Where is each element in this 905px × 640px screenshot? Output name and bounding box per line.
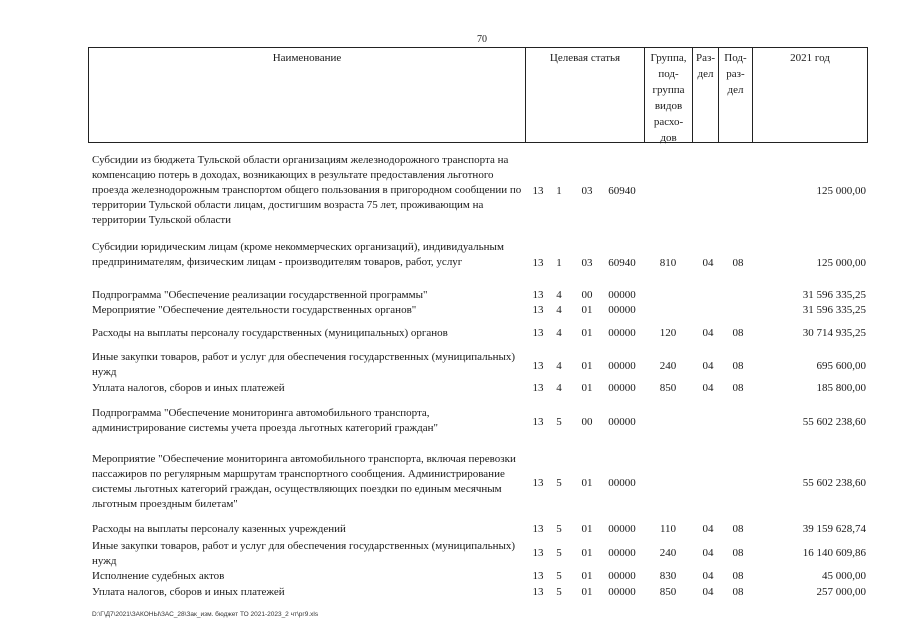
row-section: 04: [702, 382, 714, 394]
row-section: 04: [702, 327, 714, 339]
row-code-c: 01: [581, 570, 593, 582]
row-code-c: 01: [581, 477, 593, 489]
row-subsection: 08: [732, 523, 744, 535]
row-group: 120: [659, 327, 677, 339]
row-code-b: 5: [556, 570, 562, 582]
row-amount: 55 602 238,60: [802, 477, 866, 489]
row-name: Исполнение судебных актов: [92, 570, 225, 582]
row-amount: 257 000,00: [816, 586, 866, 598]
row-amount: 39 159 628,74: [802, 523, 866, 535]
row-code-b: 1: [556, 257, 562, 269]
row-code-d: 00000: [608, 289, 636, 301]
row-section: 04: [702, 586, 714, 598]
row-group: 830: [659, 570, 677, 582]
row-section: 04: [702, 360, 714, 372]
row-amount: 16 140 609,86: [802, 547, 866, 559]
header-target-article: Целевая статья: [526, 48, 645, 142]
row-code-a: 13: [532, 570, 544, 582]
row-amount: 125 000,00: [816, 185, 866, 197]
row-code-d: 60940: [608, 185, 636, 197]
row-code-a: 13: [532, 327, 544, 339]
row-code-b: 4: [556, 304, 562, 316]
row-code-a: 13: [532, 304, 544, 316]
row-code-b: 5: [556, 586, 562, 598]
row-amount: 695 600,00: [816, 360, 866, 372]
header-section: Раз- дел: [693, 48, 719, 142]
row-group: 850: [659, 586, 677, 598]
row-group: 110: [659, 523, 677, 535]
row-name: Иные закупки товаров, работ и услуг для обеспечения государственных (муниципальных) нужд: [92, 540, 516, 567]
row-code-c: 01: [581, 586, 593, 598]
row-code-c: 03: [581, 257, 593, 269]
row-code-b: 4: [556, 382, 562, 394]
row-name: Подпрограмма "Обеспечение реализации государственной программы": [92, 289, 428, 301]
row-code-c: 03: [581, 185, 593, 197]
row-name: Иные закупки товаров, работ и услуг для обеспечения государственных (муниципальных) нужд: [92, 351, 516, 378]
row-code-d: 00000: [608, 477, 636, 489]
row-section: 04: [702, 570, 714, 582]
row-code-c: 01: [581, 304, 593, 316]
row-section: 04: [702, 523, 714, 535]
row-name: Мероприятие "Обеспечение деятельности государственных органов": [92, 304, 417, 316]
row-code-c: 01: [581, 382, 593, 394]
row-code-d: 00000: [608, 586, 636, 598]
row-subsection: 08: [732, 360, 744, 372]
row-code-b: 4: [556, 289, 562, 301]
page-number: 70: [477, 34, 487, 45]
row-subsection: 08: [732, 570, 744, 582]
row-code-a: 13: [532, 257, 544, 269]
row-amount: 31 596 335,25: [802, 289, 866, 301]
row-amount: 125 000,00: [816, 257, 866, 269]
row-code-d: 00000: [608, 523, 636, 535]
row-code-d: 00000: [608, 570, 636, 582]
row-amount: 45 000,00: [822, 570, 866, 582]
row-code-a: 13: [532, 185, 544, 197]
row-code-c: 00: [581, 416, 593, 428]
row-code-b: 1: [556, 185, 562, 197]
row-code-b: 4: [556, 327, 562, 339]
row-name: Подпрограмма "Обеспечение мониторинга автомобильного транспорта, администрирование системы учета проезда льготных категорий граждан": [92, 407, 439, 434]
row-name: Субсидии юридическим лицам (кроме некоммерческих организаций), индивидуальным предпринимателям, физическим лицам - производителям товаров, работ, услуг: [92, 241, 504, 268]
header-expense-group: Группа, под- группа видов расхо- дов: [645, 48, 693, 142]
row-section: 04: [702, 547, 714, 559]
header-name: Наименование: [89, 48, 526, 142]
row-code-a: 13: [532, 382, 544, 394]
row-code-d: 00000: [608, 416, 636, 428]
row-code-b: 5: [556, 416, 562, 428]
row-code-a: 13: [532, 360, 544, 372]
row-subsection: 08: [732, 257, 744, 269]
row-subsection: 08: [732, 586, 744, 598]
row-code-c: 00: [581, 289, 593, 301]
row-code-d: 00000: [608, 304, 636, 316]
row-code-c: 01: [581, 523, 593, 535]
row-group: 810: [659, 257, 677, 269]
row-subsection: 08: [732, 382, 744, 394]
row-amount: 55 602 238,60: [802, 416, 866, 428]
row-section: 04: [702, 257, 714, 269]
row-code-c: 01: [581, 360, 593, 372]
row-name: Субсидии из бюджета Тульской области организациям железнодорожного транспорта на компенсацию потерь в доходах, возникающих в результате предоставления льготного проезда железнодорожным транспортом общего пользования в пригородном сообщении по территории Тульской области лицам, достигшим возраста 75 лет, проживающим на территории Тульской области: [92, 154, 522, 226]
row-code-c: 01: [581, 547, 593, 559]
row-code-a: 13: [532, 523, 544, 535]
row-subsection: 08: [732, 547, 744, 559]
row-name: Уплата налогов, сборов и иных платежей: [92, 586, 285, 598]
row-code-b: 5: [556, 477, 562, 489]
row-name: Расходы на выплаты персоналу государственных (муниципальных) органов: [92, 327, 448, 339]
row-group: 240: [659, 360, 677, 372]
row-code-a: 13: [532, 477, 544, 489]
row-code-d: 00000: [608, 382, 636, 394]
header-subsection: Под- раз- дел: [719, 48, 753, 142]
row-code-a: 13: [532, 547, 544, 559]
row-code-d: 60940: [608, 257, 636, 269]
row-code-b: 5: [556, 523, 562, 535]
row-code-b: 4: [556, 360, 562, 372]
row-group: 850: [659, 382, 677, 394]
row-code-d: 00000: [608, 547, 636, 559]
row-code-d: 00000: [608, 327, 636, 339]
row-code-b: 5: [556, 547, 562, 559]
row-name: Мероприятие "Обеспечение мониторинга автомобильного транспорта, включая перевозки пассажиров по регулярным маршрутам транспортного сообщения. Администрирование системы льготных категорий граждан, осуществляющих поездки по единым месячным льготным проездным билетам": [92, 453, 516, 510]
row-code-a: 13: [532, 416, 544, 428]
row-amount: 185 800,00: [816, 382, 866, 394]
row-subsection: 08: [732, 327, 744, 339]
row-code-a: 13: [532, 289, 544, 301]
row-code-d: 00000: [608, 360, 636, 372]
row-name: Расходы на выплаты персоналу казенных учреждений: [92, 523, 346, 535]
row-name: Уплата налогов, сборов и иных платежей: [92, 382, 285, 394]
file-path-footer: D:\Г\Д7\2021\ЗАКОНЫ\ЗАС_28\Зак_изм. бюджет ТО 2021-2023_2 чт\рг9.xls: [92, 611, 319, 618]
row-amount: 31 596 335,25: [802, 304, 866, 316]
row-amount: 30 714 935,25: [802, 327, 866, 339]
row-code-c: 01: [581, 327, 593, 339]
row-code-a: 13: [532, 586, 544, 598]
header-year: 2021 год: [790, 52, 830, 64]
row-group: 240: [659, 547, 677, 559]
